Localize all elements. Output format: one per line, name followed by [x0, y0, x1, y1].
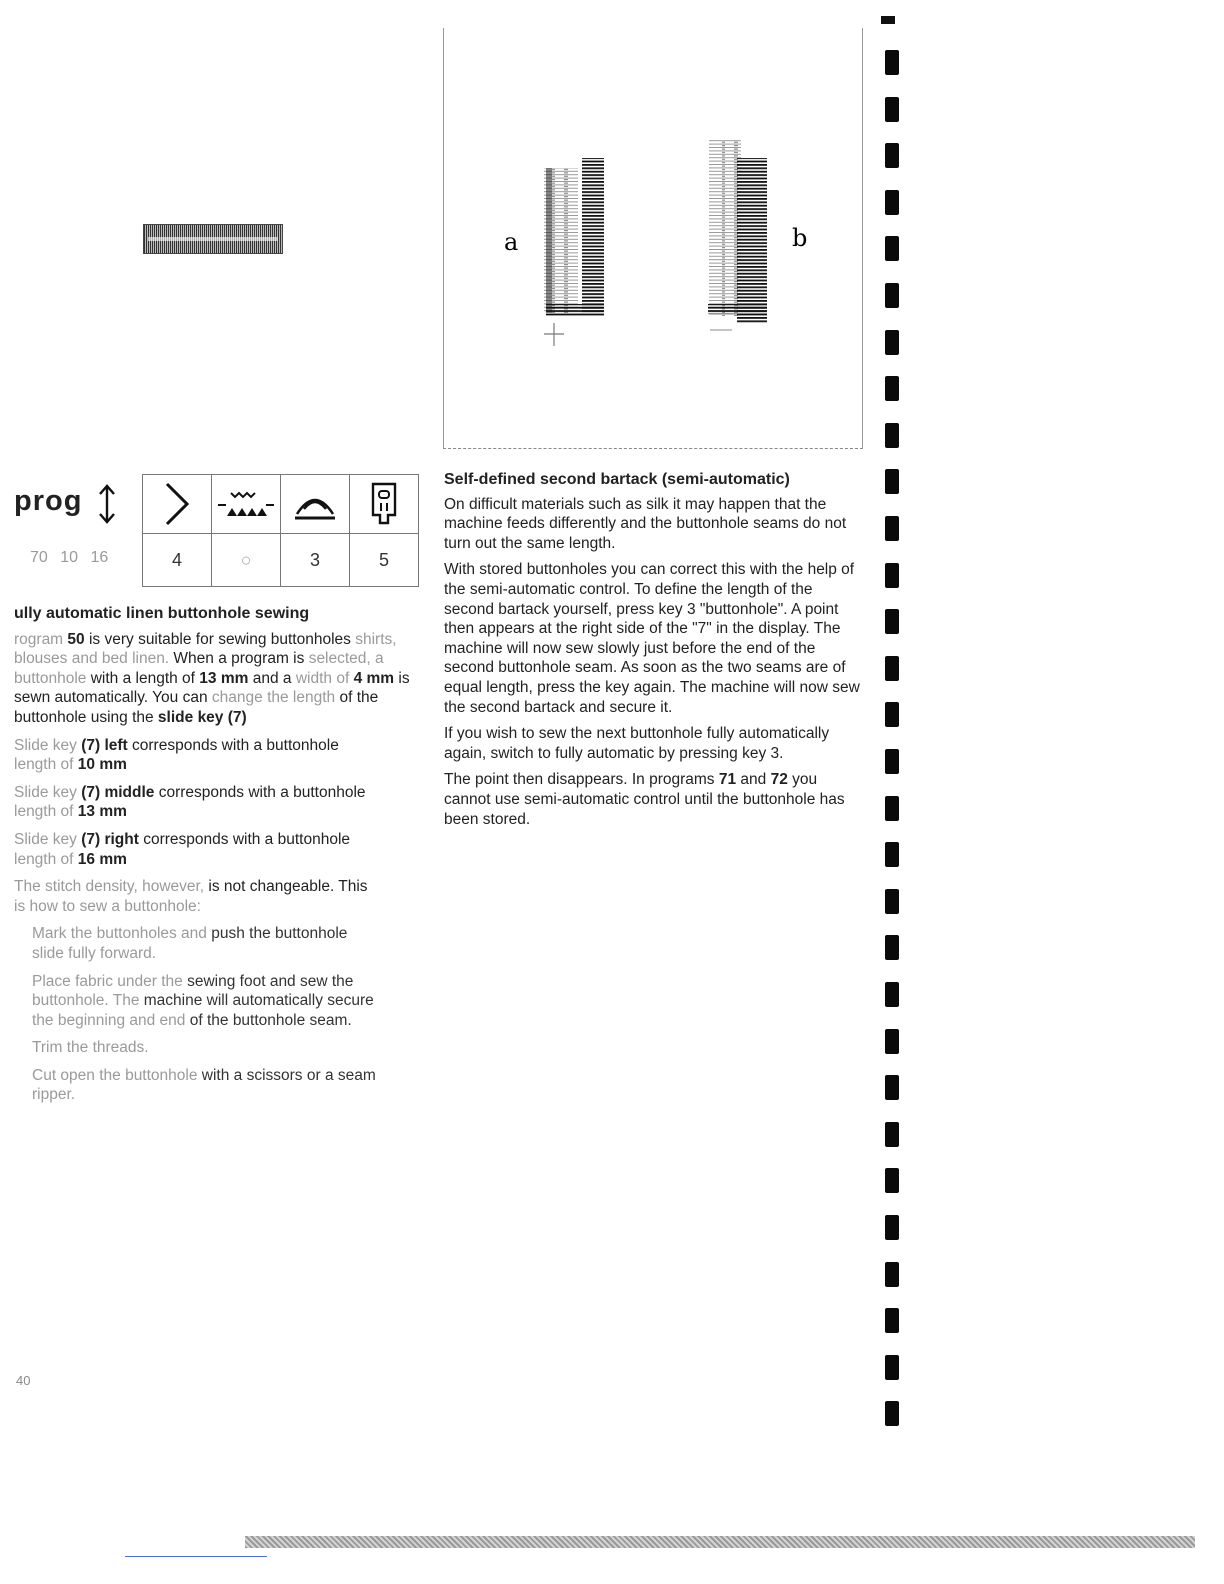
- binding-hole: [885, 935, 899, 960]
- binding-hole: [885, 97, 899, 122]
- intro-paragraph: rogram 50 is very suitable for sewing buttonholes shirts, blouses and bed linen. When a program is selected, a buttonhole with a length of 13 mm and a width of 4 mm is sewn automatically. You can change the length of the buttonhole using the slide key (7): [14, 630, 410, 726]
- binding-hole: [885, 283, 899, 308]
- stitch-width-cell: [143, 475, 212, 534]
- stitch-width-value: 4: [143, 534, 212, 587]
- binding-hole: [885, 1215, 899, 1240]
- binding-hole: [885, 1029, 899, 1054]
- feed-dog-icon: [215, 484, 277, 524]
- binding-hole: [885, 376, 899, 401]
- binding-hole: [885, 656, 899, 681]
- binding-hole: [885, 609, 899, 634]
- buttonhole-foot-icon: [368, 481, 400, 527]
- slide-right-paragraph: Slide key (7) right corresponds with a buttonhole length of 16 mm: [14, 830, 351, 868]
- step-4: Cut open the buttonhole with a scissors or a seam ripper.: [32, 1066, 376, 1104]
- settings-table: [142, 474, 419, 587]
- buttonhole-figure: [443, 28, 863, 449]
- binding-hole: [885, 749, 899, 774]
- binding-hole: [885, 469, 899, 494]
- right-paragraph-4: The point then disappears. In programs 71 and 72 you cannot use semi-automatic control until the buttonhole has been stored.: [444, 771, 845, 828]
- binding-hole: [885, 563, 899, 588]
- right-heading: Self-defined second bartack (semi-automatic): [444, 471, 790, 488]
- binding-mark-top: [881, 16, 895, 24]
- step-3: Trim the threads.: [32, 1039, 149, 1057]
- sewing-foot-value: 5: [350, 534, 419, 587]
- right-paragraph-1: On difficult materials such as silk it may happen that the machine feeds differently and the buttonhole seams do not turn out the same length.: [444, 495, 847, 552]
- buttonhole-a: [544, 158, 604, 346]
- binding-hole: [885, 702, 899, 727]
- binding-hole: [885, 1075, 899, 1100]
- binding-hole: [885, 796, 899, 821]
- feed-dog-cell: [212, 475, 281, 534]
- binding-hole: [885, 516, 899, 541]
- binding-hole: [885, 423, 899, 448]
- buttonhole-b: [708, 140, 767, 330]
- buttonhole-stitch-sample: [143, 224, 283, 254]
- binding-hole: [885, 889, 899, 914]
- binding-hole: [885, 1262, 899, 1287]
- left-heading: ully automatic linen buttonhole sewing: [14, 605, 310, 622]
- prog-label: prog: [14, 485, 83, 517]
- page-number: 40: [16, 1373, 31, 1388]
- label-a: a: [504, 228, 519, 256]
- stitch-width-icon: [159, 480, 195, 528]
- step-1: Mark the buttonholes and push the buttonhole slide fully forward.: [32, 925, 348, 962]
- binding-hole: [885, 982, 899, 1007]
- binding-hole: [885, 1401, 899, 1426]
- binding-hole: [885, 236, 899, 261]
- binding-hole: [885, 1355, 899, 1380]
- buttonhole-illustration: [444, 28, 862, 448]
- density-paragraph: The stitch density, however, is not changeable. This is how to sew a buttonhole:: [14, 878, 368, 915]
- left-column: [14, 604, 424, 1113]
- bottom-scan-band: [245, 1536, 1195, 1548]
- label-b: b: [792, 224, 808, 252]
- right-paragraph-2: With stored buttonholes you can correct this with the help of the semi-automatic control. To define the length of the second bartack yourself, press key 3 "buttonhole". A point then appears at the right side of the "7" in the display. The machine will now sew slowly just before the end of the second buttonhole seam. As soon as the two seams are of equal length, press the key again. The machine will now sew the second bartack and secure it.: [444, 561, 860, 716]
- binding-hole: [885, 1308, 899, 1333]
- binding-hole: [885, 842, 899, 867]
- feed-dog-value: ○: [212, 534, 281, 587]
- step-2: Place fabric under the sewing foot and sew the buttonhole. The machine will automatically secure the beginning and end of the buttonhole seam.: [32, 972, 374, 1029]
- binding-hole: [885, 190, 899, 215]
- right-paragraph-3: If you wish to sew the next buttonhole fully automatically again, switch to fully automatic by pressing key 3.: [444, 725, 830, 762]
- slide-middle-paragraph: Slide key (7) middle corresponds with a buttonhole length of 13 mm: [14, 783, 366, 821]
- sewing-foot-cell: [350, 475, 419, 534]
- binding-hole: [885, 1168, 899, 1193]
- binding-hole: [885, 50, 899, 75]
- stitch-length-values: 70 10 16: [30, 549, 109, 566]
- right-column: [444, 470, 860, 836]
- stitch-length-icon: [96, 483, 118, 525]
- presser-pressure-icon: [291, 484, 339, 524]
- binding-hole: [885, 143, 899, 168]
- binding-hole: [885, 330, 899, 355]
- presser-pressure-cell: [281, 475, 350, 534]
- bottom-blue-line: [125, 1556, 267, 1557]
- binding-hole: [885, 1122, 899, 1147]
- presser-pressure-value: 3: [281, 534, 350, 587]
- slide-left-paragraph: Slide key (7) left corresponds with a buttonhole length of 10 mm: [14, 736, 339, 774]
